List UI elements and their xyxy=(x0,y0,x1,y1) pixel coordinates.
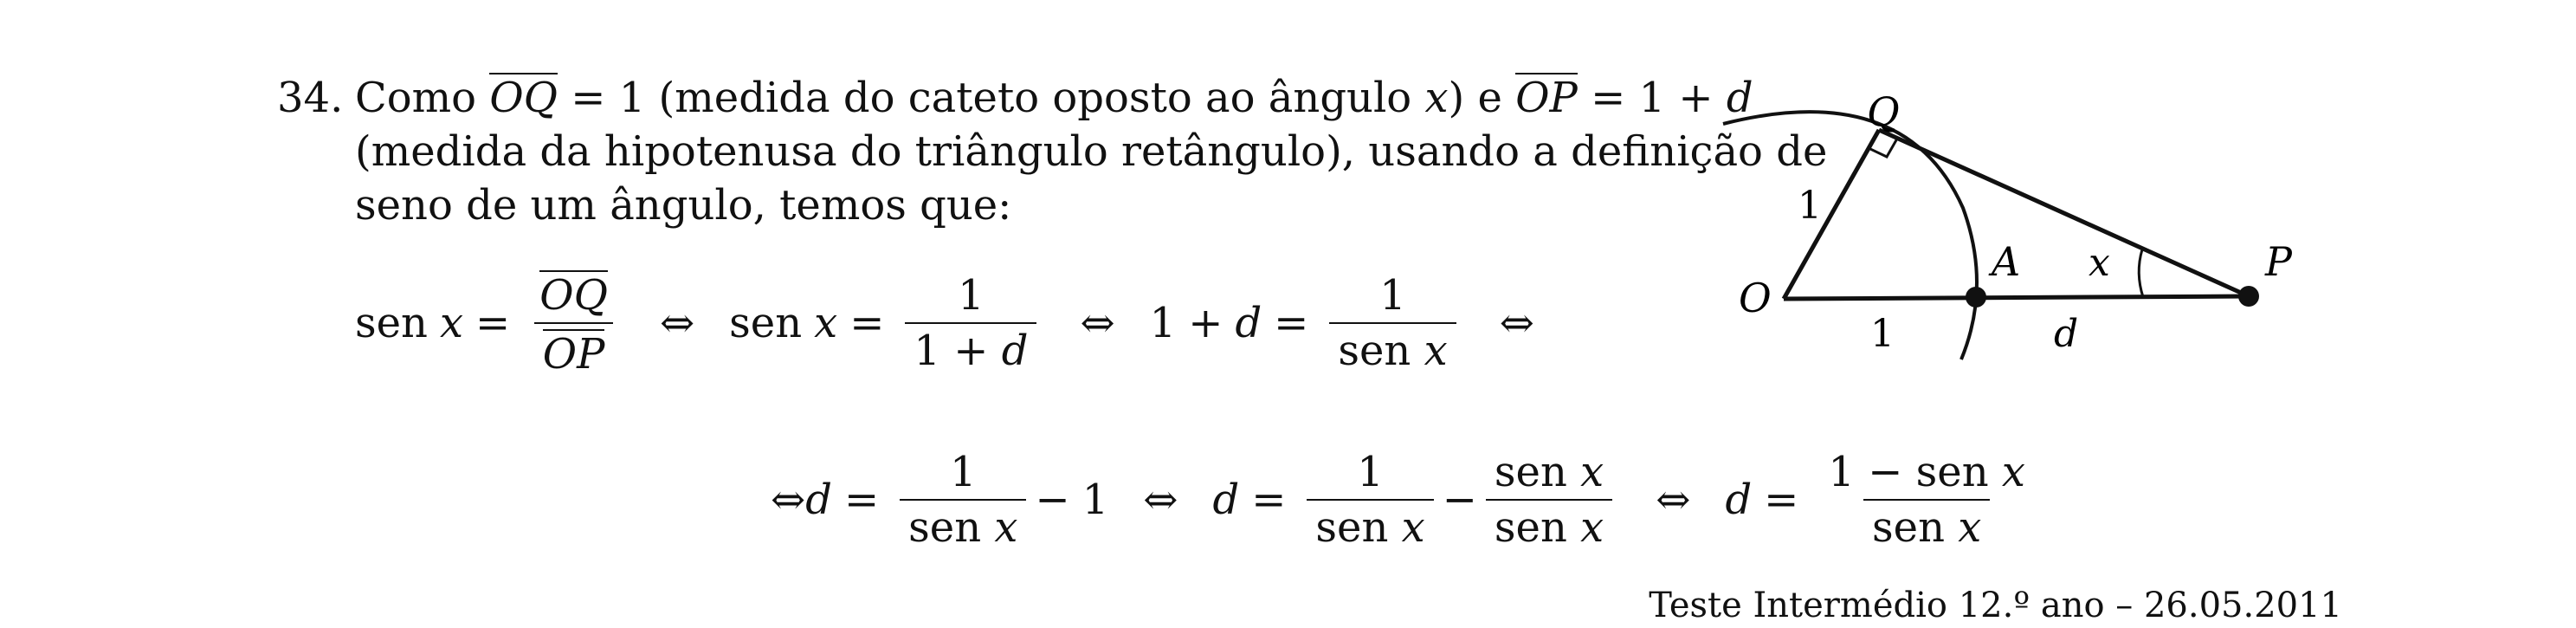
fraction-sen-x-over-sen-x: $\frac{\text{sen x}}{\text{sen x}}$ xyxy=(1486,450,1612,550)
label-base-oa: 1 xyxy=(1870,312,1895,356)
label-p: P xyxy=(2265,238,2292,285)
point-p xyxy=(2238,286,2259,307)
fraction-1-minus-sen-x-over-sen-x: $\frac{\text{1 − sen x}}{\text{sen x}}$ xyxy=(1828,448,2025,553)
point-a xyxy=(1966,287,1986,308)
segment-q-p xyxy=(1879,130,2249,296)
label-q: Q xyxy=(1867,88,1900,135)
iff-symbol: ⇔ xyxy=(1499,299,1534,348)
iff-symbol: ⇔ xyxy=(1080,299,1115,348)
circle-arc xyxy=(1723,112,1977,359)
fraction-1-over-sen-x: $\frac{1}{\text{sen x}}$ xyxy=(1307,450,1433,550)
label-d: d xyxy=(2054,312,2079,356)
segment-op: OP xyxy=(1515,74,1578,122)
segment-o-p xyxy=(1784,296,2249,299)
iff-symbol: ⇔ xyxy=(771,476,806,525)
statement-line-3: seno de um ângulo, temos que: xyxy=(355,181,1012,230)
footer-source: Teste Intermédio 12.º ano – 26.05.2011 xyxy=(1649,586,2342,625)
label-o: O xyxy=(1739,275,1772,321)
exercise-number: 34. xyxy=(277,74,344,122)
label-side-oq: 1 xyxy=(1798,184,1822,228)
iff-symbol: ⇔ xyxy=(1143,476,1178,525)
iff-symbol: ⇔ xyxy=(1656,476,1691,525)
fraction-1-over-sen-x: $\frac{1}{\text{sen x}}$ xyxy=(900,450,1026,550)
fraction-1-over-sen-x: $\frac{1}{\text{sen x}}$ xyxy=(1329,274,1456,373)
statement-line-1: Como OQ = 1 (medida do cateto oposto ao ângulo x) e OP = 1 + d xyxy=(355,74,1753,122)
label-a: A xyxy=(1992,238,2021,285)
equation-line-1: sen x = $\frac{OQ}{OP}$ ⇔ sen x = $\frac{1}{1 + d}$ ⇔ 1 + d = $\frac{1}{\text{sen x}}$ ⇔ xyxy=(355,271,1534,379)
iff-symbol: ⇔ xyxy=(659,299,695,348)
segment-oq: OQ xyxy=(489,74,558,122)
angle-x-arc xyxy=(2139,249,2143,297)
equation-line-2: ⇔ d = $\frac{1}{\text{sen x}}$ − 1 ⇔ d = $\frac{1}{\text{sen x}}$ − $\frac{\text{sen x}}{\text{sen x}}$ ⇔ d = $\frac{\text{1 − sen x}}{\text{sen x}}$ xyxy=(771,450,2043,550)
fraction-1-over-1-plus-d: $\frac{1}{1 + d}$ xyxy=(905,274,1036,373)
statement-line-2: (medida da hipotenusa do triângulo retângulo), usando a definição de xyxy=(355,127,1828,176)
fraction-oq-over-op: $\frac{OQ}{OP}$ xyxy=(531,270,617,377)
label-angle-x: x xyxy=(2089,241,2110,285)
